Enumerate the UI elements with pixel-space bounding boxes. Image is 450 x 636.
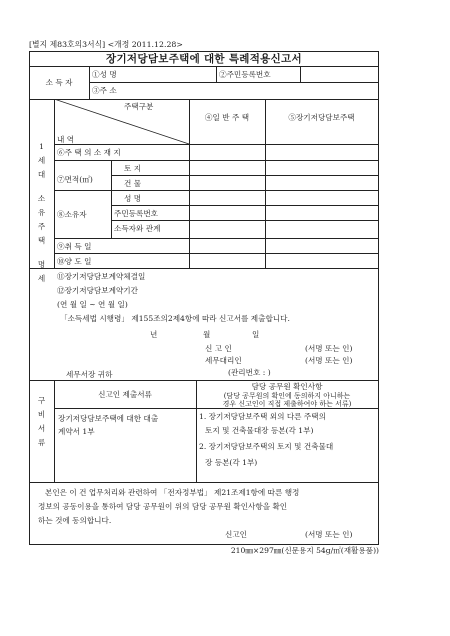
reporter-signature[interactable]: (서명 또는 인) <box>305 344 353 353</box>
id-number-field[interactable] <box>301 67 377 81</box>
management-number: (관리번호 : ) <box>228 368 271 377</box>
loan-period-label: ⑫장기저당담보계약기간 <box>57 286 138 295</box>
name-label: ①성 명 <box>92 70 117 79</box>
reporter-label: 신 고 인 <box>205 344 232 353</box>
verify-item-1-line-1: 1. 장기저당담보주택 외의 다른 주택의 <box>199 412 326 421</box>
verify-note-line-1: (담당 공무원의 확인에 동의하지 아니하는 <box>223 392 351 400</box>
location-label: ⑥주 택 의 소 재 지 <box>57 148 121 157</box>
consent-line-2: 정보의 공동이용을 통하여 담당 공무원이 위의 담당 공무원 확인사항을 확인 <box>38 502 288 511</box>
owner-name-label: 성 명 <box>124 194 142 203</box>
consent-signer-label: 신고인 <box>225 530 248 539</box>
name-field[interactable] <box>150 67 215 81</box>
items-label: 내 역 <box>57 135 75 144</box>
paper-spec: 210㎜×297㎜(신문용지 54g/㎡(재활용품)) <box>230 546 379 555</box>
building-label: 건 물 <box>124 179 142 188</box>
tax-agent-signature[interactable]: (서명 또는 인) <box>305 356 353 365</box>
transfer-date-label: ⑩양 도 일 <box>57 257 92 266</box>
location-general-field[interactable] <box>190 145 264 159</box>
verify-item-2-line-2: 장 등본(각 1부) <box>205 458 258 467</box>
submit-item-line-1: 장기저당담보주택에 대한 대출 <box>58 414 159 423</box>
form-number: [별지 제83호의3서식] <개정 2011.12.28> <box>29 40 183 49</box>
loan-contract-date-label: ⑪장기저당담보계약체결일 <box>57 272 146 281</box>
land-label: 토 지 <box>124 164 142 173</box>
consent-signature[interactable]: (서명 또는 인) <box>305 530 353 539</box>
verify-documents-header: 담당 공무원 확인사항 <box>251 382 323 391</box>
id-number-label: ②주민등록번호 <box>219 70 271 79</box>
verify-note-line-2: 경우 신고인이 직접 제출하여야 하는 서류) <box>222 400 352 408</box>
consent-line-3: 하는 것에 동의합니다. <box>38 516 112 525</box>
year-label: 년 <box>150 330 158 339</box>
verify-item-1-line-2: 토지 및 건축물대장 등본(각 1부) <box>205 426 314 435</box>
day-label: 일 <box>252 330 260 339</box>
declaration-statement: 「소득세법 시행령」 제155조의2제4항에 따라 신고서를 제출합니다. <box>60 314 290 323</box>
location-longterm-field[interactable] <box>266 145 377 159</box>
acquisition-date-label: ⑨취 득 일 <box>57 242 92 251</box>
verify-item-2-line-1: 2. 장기저당담보주택의 토지 및 건축물대 <box>199 442 334 451</box>
submit-item-line-2: 계약서 1부 <box>58 427 95 436</box>
owner-relation-label: 소득자와 관계 <box>114 224 161 233</box>
month-label: 월 <box>203 330 211 339</box>
general-housing-header: ④일 반 주 택 <box>204 113 250 122</box>
long-term-housing-header: ⑤장기저당담보주택 <box>288 113 355 122</box>
recipient: 세무서장 귀하 <box>66 370 113 379</box>
applicant-section-label: 소 득 자 <box>45 78 73 87</box>
diagonal-divider <box>54 99 190 145</box>
consent-line-1: 본인은 이 건 업무처리와 관련하여 「전자정부법」 제21조제1항에 따른 행정 <box>45 488 300 497</box>
loan-period-format: (연 월 일 ~ 연 월 일) <box>57 300 128 309</box>
area-label: ⑦면적(㎡) <box>57 175 93 184</box>
owner-label: ⑧소유자 <box>57 210 87 219</box>
address-field[interactable] <box>130 83 377 98</box>
address-label: ③주 소 <box>92 86 117 95</box>
submit-documents-header: 신고인 제출서류 <box>98 390 152 399</box>
form-title: 장기저당담보주택에 대한 특례적용신고서 <box>106 53 302 65</box>
housing-type-label: 주택구분 <box>124 102 154 111</box>
owner-id-label: 주민등록번호 <box>114 209 159 218</box>
tax-agent-label: 세무대리인 <box>205 356 242 365</box>
